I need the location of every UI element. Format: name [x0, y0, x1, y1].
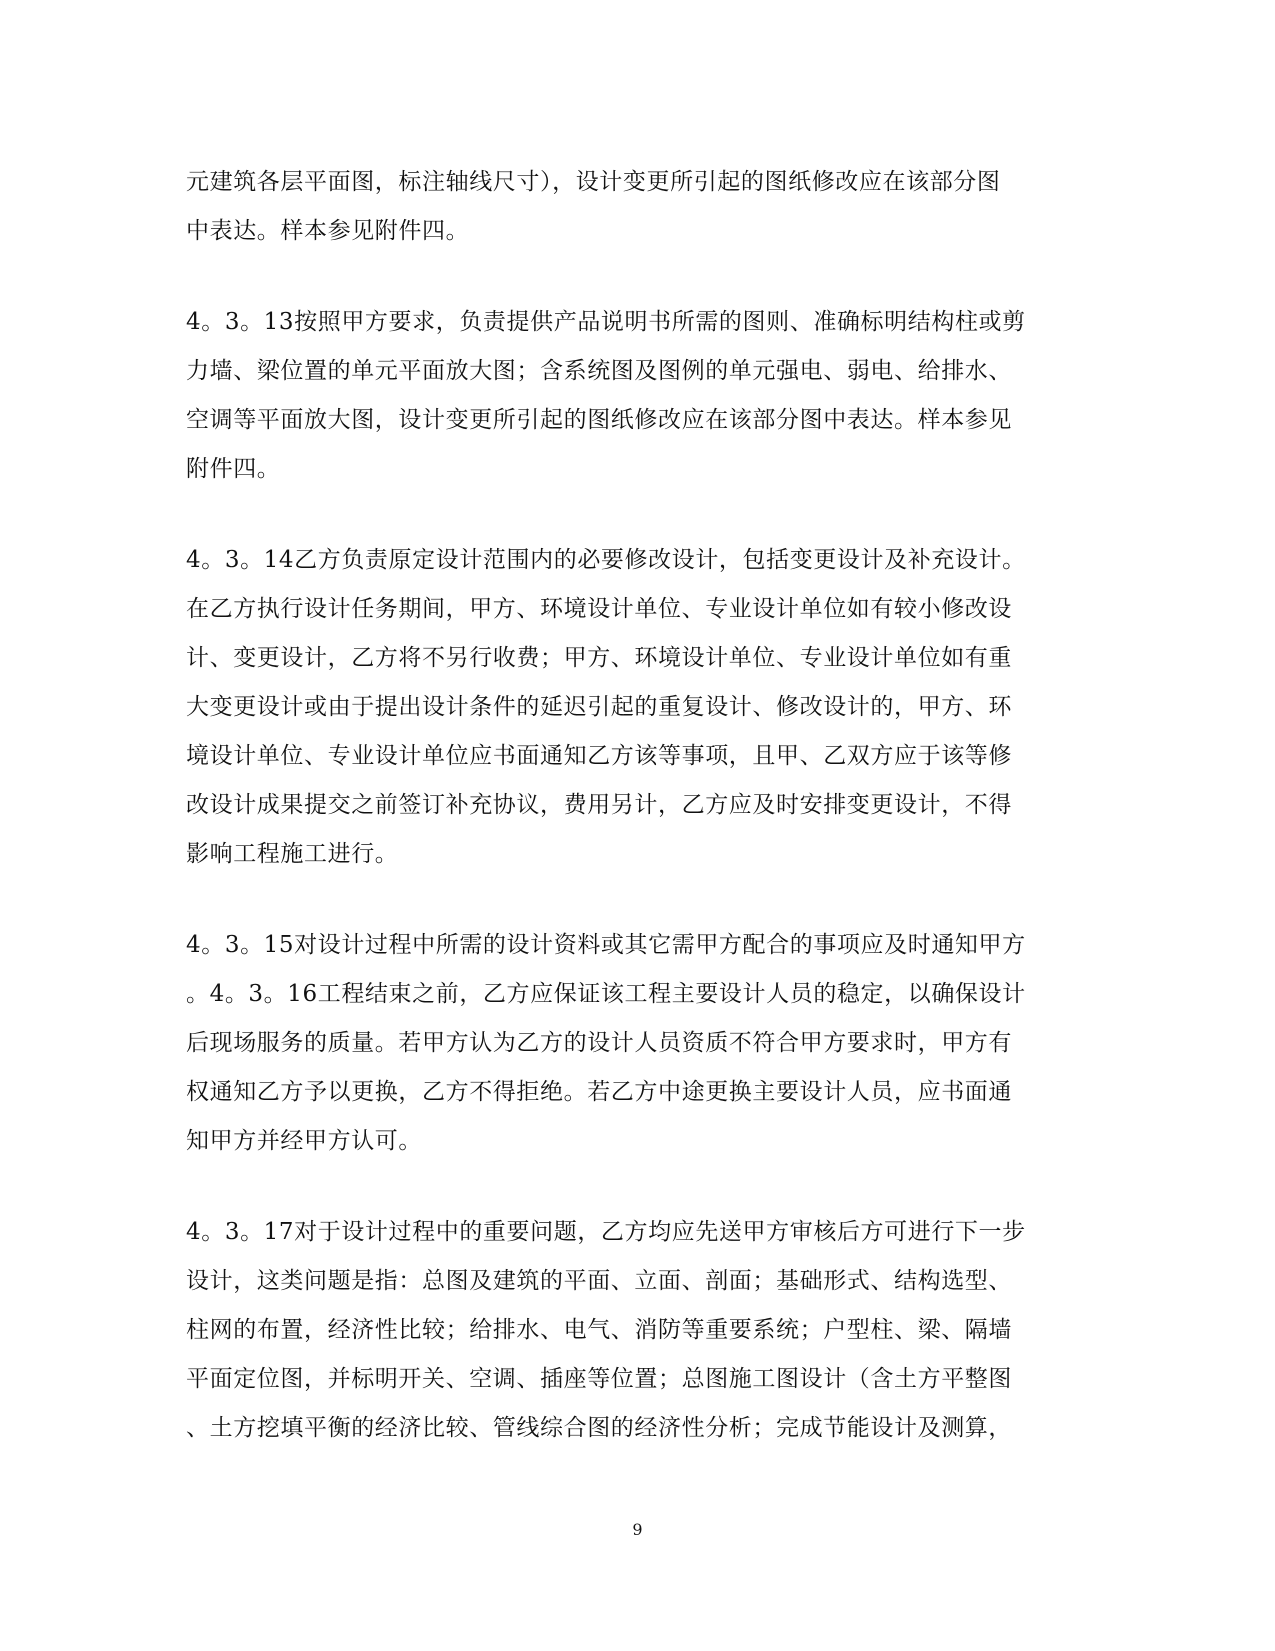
text-line: 柱网的布置，经济性比较；给排水、电气、消防等重要系统；户型柱、梁、隔墙 — [186, 1317, 1012, 1343]
text-line: 知甲方并经甲方认可。 — [186, 1128, 422, 1154]
text-line: 设计，这类问题是指：总图及建筑的平面、立面、剖面；基础形式、结构选型、 — [186, 1268, 1012, 1294]
text-line: 权通知乙方予以更换，乙方不得拒绝。若乙方中途更换主要设计人员，应书面通 — [186, 1079, 1012, 1105]
text-line: 。4。3。16工程结束之前，乙方应保证该工程主要设计人员的稳定，以确保设计 — [186, 981, 1026, 1007]
text-line: 4。3。15对设计过程中所需的设计资料或其它需甲方配合的事项应及时通知甲方 — [186, 932, 1026, 958]
text-line: 附件四。 — [186, 456, 281, 482]
text-line: 改设计成果提交之前签订补充协议，费用另计，乙方应及时安排变更设计，不得 — [186, 792, 1012, 818]
text-line: 中表达。样本参见附件四。 — [186, 218, 470, 244]
document-body — [186, 158, 1066, 1495]
text-line: 影响工程施工进行。 — [186, 841, 399, 867]
text-line: 大变更设计或由于提出设计条件的延迟引起的重复设计、修改设计的，甲方、环 — [186, 694, 1012, 720]
text-line: 空调等平面放大图，设计变更所引起的图纸修改应在该部分图中表达。样本参见 — [186, 407, 1012, 433]
text-line: 境设计单位、专业设计单位应书面通知乙方该等事项，且甲、乙双方应于该等修 — [186, 743, 1012, 769]
text-line: 4。3。17对于设计过程中的重要问题，乙方均应先送甲方审核后方可进行下一步 — [186, 1219, 1026, 1245]
page-number: 9 — [632, 1520, 643, 1539]
paragraph-4-3-13 — [186, 298, 1066, 494]
paragraph-4-3-14 — [186, 536, 1066, 879]
text-line: 4。3。13按照甲方要求，负责提供产品说明书所需的图则、准确标明结构柱或剪 — [186, 309, 1026, 335]
text-line: 力墙、梁位置的单元平面放大图；含系统图及图例的单元强电、弱电、给排水、 — [186, 358, 1012, 384]
text-line: 元建筑各层平面图，标注轴线尺寸），设计变更所引起的图纸修改应在该部分图 — [186, 169, 1001, 195]
text-line: 4。3。14乙方负责原定设计范围内的必要修改设计，包括变更设计及补充设计。 — [186, 547, 1026, 573]
text-line: 在乙方执行设计任务期间，甲方、环境设计单位、专业设计单位如有较小修改设 — [186, 596, 1012, 622]
text-line: 后现场服务的质量。若甲方认为乙方的设计人员资质不符合甲方要求时，甲方有 — [186, 1030, 1012, 1056]
text-line: 平面定位图，并标明开关、空调、插座等位置；总图施工图设计（含土方平整图 — [186, 1366, 1012, 1392]
text-line: 、土方挖填平衡的经济比较、管线综合图的经济性分析；完成节能设计及测算， — [186, 1415, 1012, 1441]
text-line: 计、变更设计，乙方将不另行收费；甲方、环境设计单位、专业设计单位如有重 — [186, 645, 1012, 671]
paragraph-continuation — [186, 158, 1066, 256]
paragraph-4-3-15 — [186, 921, 1066, 1166]
paragraph-4-3-17 — [186, 1208, 1066, 1453]
